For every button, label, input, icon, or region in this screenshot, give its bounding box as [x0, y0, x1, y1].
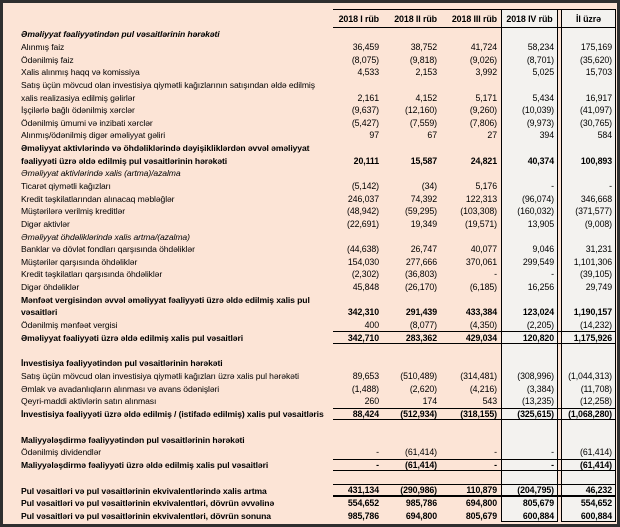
cell-value [441, 471, 501, 484]
cell-value [383, 167, 441, 180]
cell-value: (8,075) [351, 54, 379, 65]
table-row [18, 357, 616, 370]
cell-value: (12,160) [405, 105, 437, 116]
table-row [18, 66, 616, 79]
cell-value: (22,691) [347, 218, 379, 229]
cell-value: 543 [482, 396, 497, 407]
row-label: Alınmış faiz [21, 41, 65, 52]
cell-value: 600,884 [580, 510, 612, 521]
cell-value: 554,652 [580, 498, 612, 509]
cell-value [561, 293, 616, 306]
header-label-cell [18, 9, 333, 28]
row-label: Banklar və dövlət fondları qarşısında öhdəliklər [21, 244, 195, 255]
row-label: Əmlak və avadanlıqların alınması və avans ödənişləri [21, 383, 220, 394]
cell-value: 45,848 [352, 282, 379, 293]
cell-value [501, 344, 558, 357]
table-row [18, 509, 616, 522]
row-label: Pul vəsaitləri və pul vəsaitlərinin ekvivalentlərində xalis artma [21, 485, 267, 496]
row-label: fəaliyyəti üzrə əldə edilmiş pul vəsaitlərinin hərəkəti [21, 155, 228, 166]
cell-value: 46,232 [561, 484, 616, 497]
header-col-q4: 2018 IV rüb [501, 9, 558, 28]
cell-value: 283,362 [383, 331, 441, 344]
cell-value: 120,820 [501, 331, 558, 344]
cell-value: (26,170) [405, 282, 437, 293]
cell-value: (12,258) [580, 396, 612, 407]
row-label: Müştərilərə verilmiş kreditlər [21, 206, 125, 217]
cell-value: (96,074) [522, 193, 554, 204]
cell-value: 554,652 [347, 498, 379, 509]
cell-value: 5,025 [532, 67, 554, 78]
cash-flow-table [18, 9, 616, 522]
cell-value [561, 471, 616, 484]
cell-value [501, 142, 558, 155]
cell-value [561, 142, 616, 155]
cell-value: 4,533 [357, 67, 379, 78]
table-row [18, 408, 616, 421]
cell-value: 291,439 [405, 307, 437, 318]
cell-value: 40,374 [527, 155, 554, 166]
table-row [18, 53, 616, 66]
cell-value: (5,427) [351, 117, 379, 128]
row-label: Əməliyyat aktivlərində və öhdəliklərində dəyişikliklərdən əvvəl əməliyyat [21, 143, 310, 154]
table-row [18, 180, 616, 193]
cell-value: (308,996) [517, 370, 554, 381]
cell-value: (39,105) [580, 269, 612, 280]
cell-value: 26,747 [410, 244, 437, 255]
table-header-row [18, 9, 616, 28]
table-row [18, 344, 616, 357]
cell-value: (61,414) [405, 447, 437, 458]
row-label: Qeyri-maddi aktivlərin satın alınması [21, 396, 157, 407]
cell-value: 174 [422, 396, 437, 407]
row-label: Kredit təşkilatlarından alınacaq məbləğlər [21, 193, 175, 204]
cell-value [501, 28, 558, 41]
cell-value: 15,587 [410, 155, 437, 166]
cell-value: (13,235) [522, 396, 554, 407]
cell-value: 16,256 [527, 282, 554, 293]
cell-value: 58,234 [527, 41, 554, 52]
cell-value: (10,039) [522, 105, 554, 116]
cell-value: (61,414) [383, 459, 441, 472]
row-label [18, 344, 333, 357]
cell-value: (61,414) [561, 459, 616, 472]
cell-value: (2,302) [351, 269, 379, 280]
cell-value: (1,044,313) [568, 370, 612, 381]
cell-value: (61,414) [580, 447, 612, 458]
cell-value: 110,879 [441, 484, 501, 497]
cell-value [441, 433, 501, 446]
cell-value: 805,679 [465, 510, 497, 521]
table-row [18, 192, 616, 205]
cell-value: (103,308) [460, 206, 497, 217]
cell-value: 346,668 [580, 193, 612, 204]
cell-value: 433,384 [465, 307, 497, 318]
cell-value: 41,724 [470, 41, 497, 52]
cell-value [333, 357, 383, 370]
table-row [18, 370, 616, 383]
row-label: İşçilərlə bağlı ödənilmiş xərclər [21, 105, 135, 116]
cell-value [441, 230, 501, 243]
cell-value: 13,905 [527, 218, 554, 229]
cell-value [383, 471, 441, 484]
cell-value: (7,559) [409, 117, 437, 128]
cell-value [501, 357, 558, 370]
cell-value: 19,349 [410, 218, 437, 229]
table-row [18, 167, 616, 180]
table-row [18, 459, 616, 472]
cell-value: (1,068,280) [561, 408, 616, 421]
row-label: Əməliyyat aktivlərində xalis (artma)/azalma [21, 168, 181, 179]
table-row [18, 243, 616, 256]
cell-value: (30,765) [580, 117, 612, 128]
cell-value: (8,701) [526, 54, 554, 65]
cell-value: - [333, 459, 383, 472]
table-row [18, 446, 616, 459]
table-row [18, 484, 616, 497]
cell-value: (11,708) [580, 383, 612, 394]
header-col-q1: 2018 I rüb [333, 9, 383, 28]
cell-value [501, 433, 558, 446]
cell-value [561, 357, 616, 370]
table-row [18, 104, 616, 117]
cell-value [441, 344, 501, 357]
cell-value: (4,216) [469, 383, 497, 394]
row-label: Ödənilmiş mənfəət vergisi [21, 320, 118, 331]
table-row [18, 91, 616, 104]
row-label: Əməliyyat öhdəliklərində xalis artma/(azalma) [21, 231, 190, 242]
cell-value: (160,032) [517, 206, 554, 217]
table-row [18, 281, 616, 294]
cell-value: (9,973) [526, 117, 554, 128]
table-row [18, 41, 616, 54]
cell-value: (9,026) [469, 54, 497, 65]
cell-value [501, 230, 558, 243]
cell-value: 123,024 [522, 307, 554, 318]
cell-value: 1,101,306 [573, 256, 612, 267]
row-label: Əməliyyat fəaliyyətindən pul vəsaitlərinin hərəkəti [21, 29, 220, 40]
row-label: vəsaitləri [21, 307, 58, 318]
cell-value: - [551, 269, 554, 280]
cell-value [333, 28, 383, 41]
cell-value: - [501, 459, 558, 472]
cell-value: 9,046 [532, 244, 554, 255]
cell-value: 2,161 [357, 92, 379, 103]
row-label: İnvestisiya fəaliyyətindən pul vəsaitlərinin hərəkəti [21, 358, 223, 369]
row-label: Kredit təşkilatları qarşısında öhdəliklər [21, 269, 163, 280]
cell-value: 36,459 [352, 41, 379, 52]
cell-value: (5,142) [351, 181, 379, 191]
table-row [18, 331, 616, 344]
cell-value: (9,008) [584, 218, 612, 229]
table-row [18, 28, 616, 41]
cell-value [501, 167, 558, 180]
cell-value: 4,152 [415, 92, 437, 103]
table-row [18, 420, 616, 433]
cell-value [383, 420, 441, 433]
cell-value: 1,175,926 [561, 331, 616, 344]
row-label: Digər öhdəliklər [21, 282, 80, 293]
cell-value: 38,752 [410, 41, 437, 52]
cell-value [501, 293, 558, 306]
row-label: Müştərilər qarşısında öhdəliklər [21, 256, 138, 267]
cell-value [333, 230, 383, 243]
cell-value: 5,176 [475, 181, 497, 191]
table-row [18, 471, 616, 484]
cell-value [441, 293, 501, 306]
cell-value: (1,488) [351, 383, 379, 394]
row-label: Mənfəət vergisindən əvvəl əməliyyat fəaliyyəti üzrə əldə edilmiş xalis pul [21, 294, 310, 305]
cell-value: (6,185) [469, 282, 497, 293]
cell-value: 277,666 [405, 256, 437, 267]
cell-value [333, 79, 383, 92]
row-label: Alınmış/ödənilmiş digər əməliyyat gəliri [21, 130, 166, 141]
row-label: xalis realizasiya edilmiş gəlirlər [21, 92, 136, 103]
row-label: Maliyyələşdirmə fəaliyyəti üzrə əldə edilmiş xalis pul vəsaitləri [21, 459, 269, 470]
row-label: Satış üçün mövcud olan investisiya qiymətli kağızları üzrə xalis pul hərəkəti [21, 370, 299, 381]
cell-value [441, 357, 501, 370]
row-label: Digər aktivlər [21, 218, 70, 229]
cell-value: 342,310 [347, 307, 379, 318]
cell-value: 694,800 [405, 510, 437, 521]
table-row [18, 382, 616, 395]
cell-value: (19,571) [465, 218, 497, 229]
cell-value: 175,169 [580, 41, 612, 52]
row-label: Ödənilmiş dividendlər [21, 447, 102, 458]
cell-value [333, 433, 383, 446]
table-row [18, 218, 616, 231]
cell-value: - [551, 181, 554, 191]
cell-value [383, 28, 441, 41]
row-label: İnvestisiya fəaliyyəti üzrə əldə edilmiş / (istifadə edilmiş) xalis pul vəsaitləris [21, 408, 324, 419]
cell-value: 89,653 [352, 370, 379, 381]
cell-value: 394 [539, 130, 554, 141]
cell-value: - [494, 447, 497, 458]
cell-value: 27 [487, 130, 497, 141]
cell-value: 600,884 [522, 510, 554, 521]
table-row [18, 433, 616, 446]
cell-value [333, 420, 383, 433]
cell-value: (3,384) [526, 383, 554, 394]
cell-value: - [494, 269, 497, 280]
cell-value: (9,818) [409, 54, 437, 65]
table-row [18, 205, 616, 218]
cell-value: (290,986) [383, 484, 441, 497]
cell-value: 299,549 [522, 256, 554, 267]
cell-value [333, 344, 383, 357]
table-row [18, 395, 616, 408]
cell-value: (204,795) [501, 484, 558, 497]
table-body [18, 28, 616, 522]
cell-value: 74,392 [410, 193, 437, 204]
cell-value [383, 142, 441, 155]
cell-value: (8,077) [409, 320, 437, 331]
cell-value [441, 420, 501, 433]
row-label: Maliyyələşdirmə fəaliyyətindən pul vəsaitlərinin hərəkəti [21, 434, 245, 445]
cell-value: 40,077 [470, 244, 497, 255]
table-row [18, 230, 616, 243]
cell-value: 29,749 [585, 282, 612, 293]
cell-value [383, 79, 441, 92]
cell-value: (44,638) [347, 244, 379, 255]
cell-value: (41,097) [580, 105, 612, 116]
cell-value [441, 79, 501, 92]
row-label: Pul vəsaitləri və pul vəsaitlərinin ekvivalentləri, dövrün sonuna [21, 510, 271, 521]
cell-value: (9,260) [469, 105, 497, 116]
cell-value: (2,620) [409, 383, 437, 394]
cell-value: (36,803) [405, 269, 437, 280]
cell-value [561, 230, 616, 243]
cell-value: 370,061 [465, 256, 497, 267]
cell-value: (34) [421, 181, 437, 191]
cell-value [561, 28, 616, 41]
cell-value: (512,934) [383, 408, 441, 421]
table-row [18, 319, 616, 332]
row-label [18, 471, 333, 484]
cell-value: (371,577) [575, 206, 612, 217]
table-row [18, 79, 616, 92]
cell-value [383, 230, 441, 243]
cell-value: 67 [427, 130, 437, 141]
cell-value: 584 [597, 130, 612, 141]
cell-value: 5,434 [532, 92, 554, 103]
cell-value: 5,171 [475, 92, 497, 103]
cell-value: 400 [364, 320, 379, 331]
cell-value: (7,806) [469, 117, 497, 128]
table-row [18, 129, 616, 142]
row-label: Əməliyyat fəaliyyəti üzrə əldə edilmiş xalis pul vəsaitləri [21, 332, 243, 343]
table-row [18, 256, 616, 269]
cell-value [441, 167, 501, 180]
cell-value [441, 142, 501, 155]
cell-value: (314,481) [460, 370, 497, 381]
cell-value: 342,710 [333, 331, 383, 344]
cell-value: 88,424 [333, 408, 383, 421]
cell-value: - [441, 459, 501, 472]
cell-value: (318,155) [441, 408, 501, 421]
cell-value [441, 28, 501, 41]
table-row [18, 268, 616, 281]
cell-value: (4,350) [469, 320, 497, 331]
cell-value: 3,992 [475, 67, 497, 78]
cell-value: 429,034 [441, 331, 501, 344]
row-label: Pul vəsaitləri və pul vəsaitlərinin ekvivalentləri, dövrün əvvəlinə [21, 498, 275, 509]
cell-value: - [609, 181, 612, 191]
header-col-year: İl üzrə [561, 9, 616, 28]
cell-value: (325,615) [501, 408, 558, 421]
cell-value: 15,703 [585, 67, 612, 78]
cell-value [333, 142, 383, 155]
cell-value: (48,942) [347, 206, 379, 217]
cell-value: (510,489) [400, 370, 437, 381]
row-label: Satış üçün mövcud olan investisiya qiymətli kağızlarının satışından əldə edilmiş [21, 79, 315, 90]
cell-value: 985,786 [347, 510, 379, 521]
cell-value: 31,231 [585, 244, 612, 255]
cell-value: (59,295) [405, 206, 437, 217]
table-row [18, 116, 616, 129]
row-label [18, 420, 333, 433]
cell-value [561, 344, 616, 357]
cell-value [333, 167, 383, 180]
cell-value [333, 471, 383, 484]
cell-value [501, 471, 558, 484]
cell-value: 694,800 [465, 498, 497, 509]
cell-value [561, 79, 616, 92]
row-label: Ticarət qiymətli kağızları [21, 181, 111, 191]
header-col-q3: 2018 III rüb [441, 9, 501, 28]
cell-value [333, 293, 383, 306]
cell-value [383, 433, 441, 446]
cell-value: 16,917 [585, 92, 612, 103]
cell-value: (2,205) [526, 320, 554, 331]
cell-value: 985,786 [405, 498, 437, 509]
cell-value [501, 79, 558, 92]
row-label: Xalis alınmış haqq və komissiya [21, 67, 140, 78]
row-label: Ödənilmiş faiz [21, 54, 74, 65]
table-row [18, 497, 616, 510]
header-col-q2: 2018 II rüb [383, 9, 441, 28]
cell-value: 97 [369, 130, 379, 141]
cell-value: 431,134 [333, 484, 383, 497]
cell-value: 1,190,157 [573, 307, 612, 318]
cell-value: (14,232) [580, 320, 612, 331]
cell-value: 246,037 [347, 193, 379, 204]
cell-value: - [551, 447, 554, 458]
cell-value: 20,111 [353, 155, 379, 166]
cell-value: - [376, 447, 379, 458]
cell-value: 24,821 [470, 155, 497, 166]
cell-value: (35,620) [580, 54, 612, 65]
cell-value [383, 293, 441, 306]
cell-value [561, 433, 616, 446]
cell-value: 100,893 [580, 155, 612, 166]
cell-value: 122,313 [465, 193, 497, 204]
cell-value: (9,637) [351, 105, 379, 116]
cell-value [501, 420, 558, 433]
cell-value [561, 420, 616, 433]
cell-value: 260 [364, 396, 379, 407]
cell-value [383, 357, 441, 370]
table-row [18, 306, 616, 319]
row-label: Ödənilmiş ümumi və inzibati xərclər [21, 117, 153, 128]
table-row [18, 154, 616, 167]
cell-value: 805,679 [522, 498, 554, 509]
cell-value: 154,030 [347, 256, 379, 267]
cell-value [383, 344, 441, 357]
table-row [18, 142, 616, 155]
table-row [18, 293, 616, 306]
cell-value: 2,153 [415, 67, 437, 78]
cell-value [561, 167, 616, 180]
